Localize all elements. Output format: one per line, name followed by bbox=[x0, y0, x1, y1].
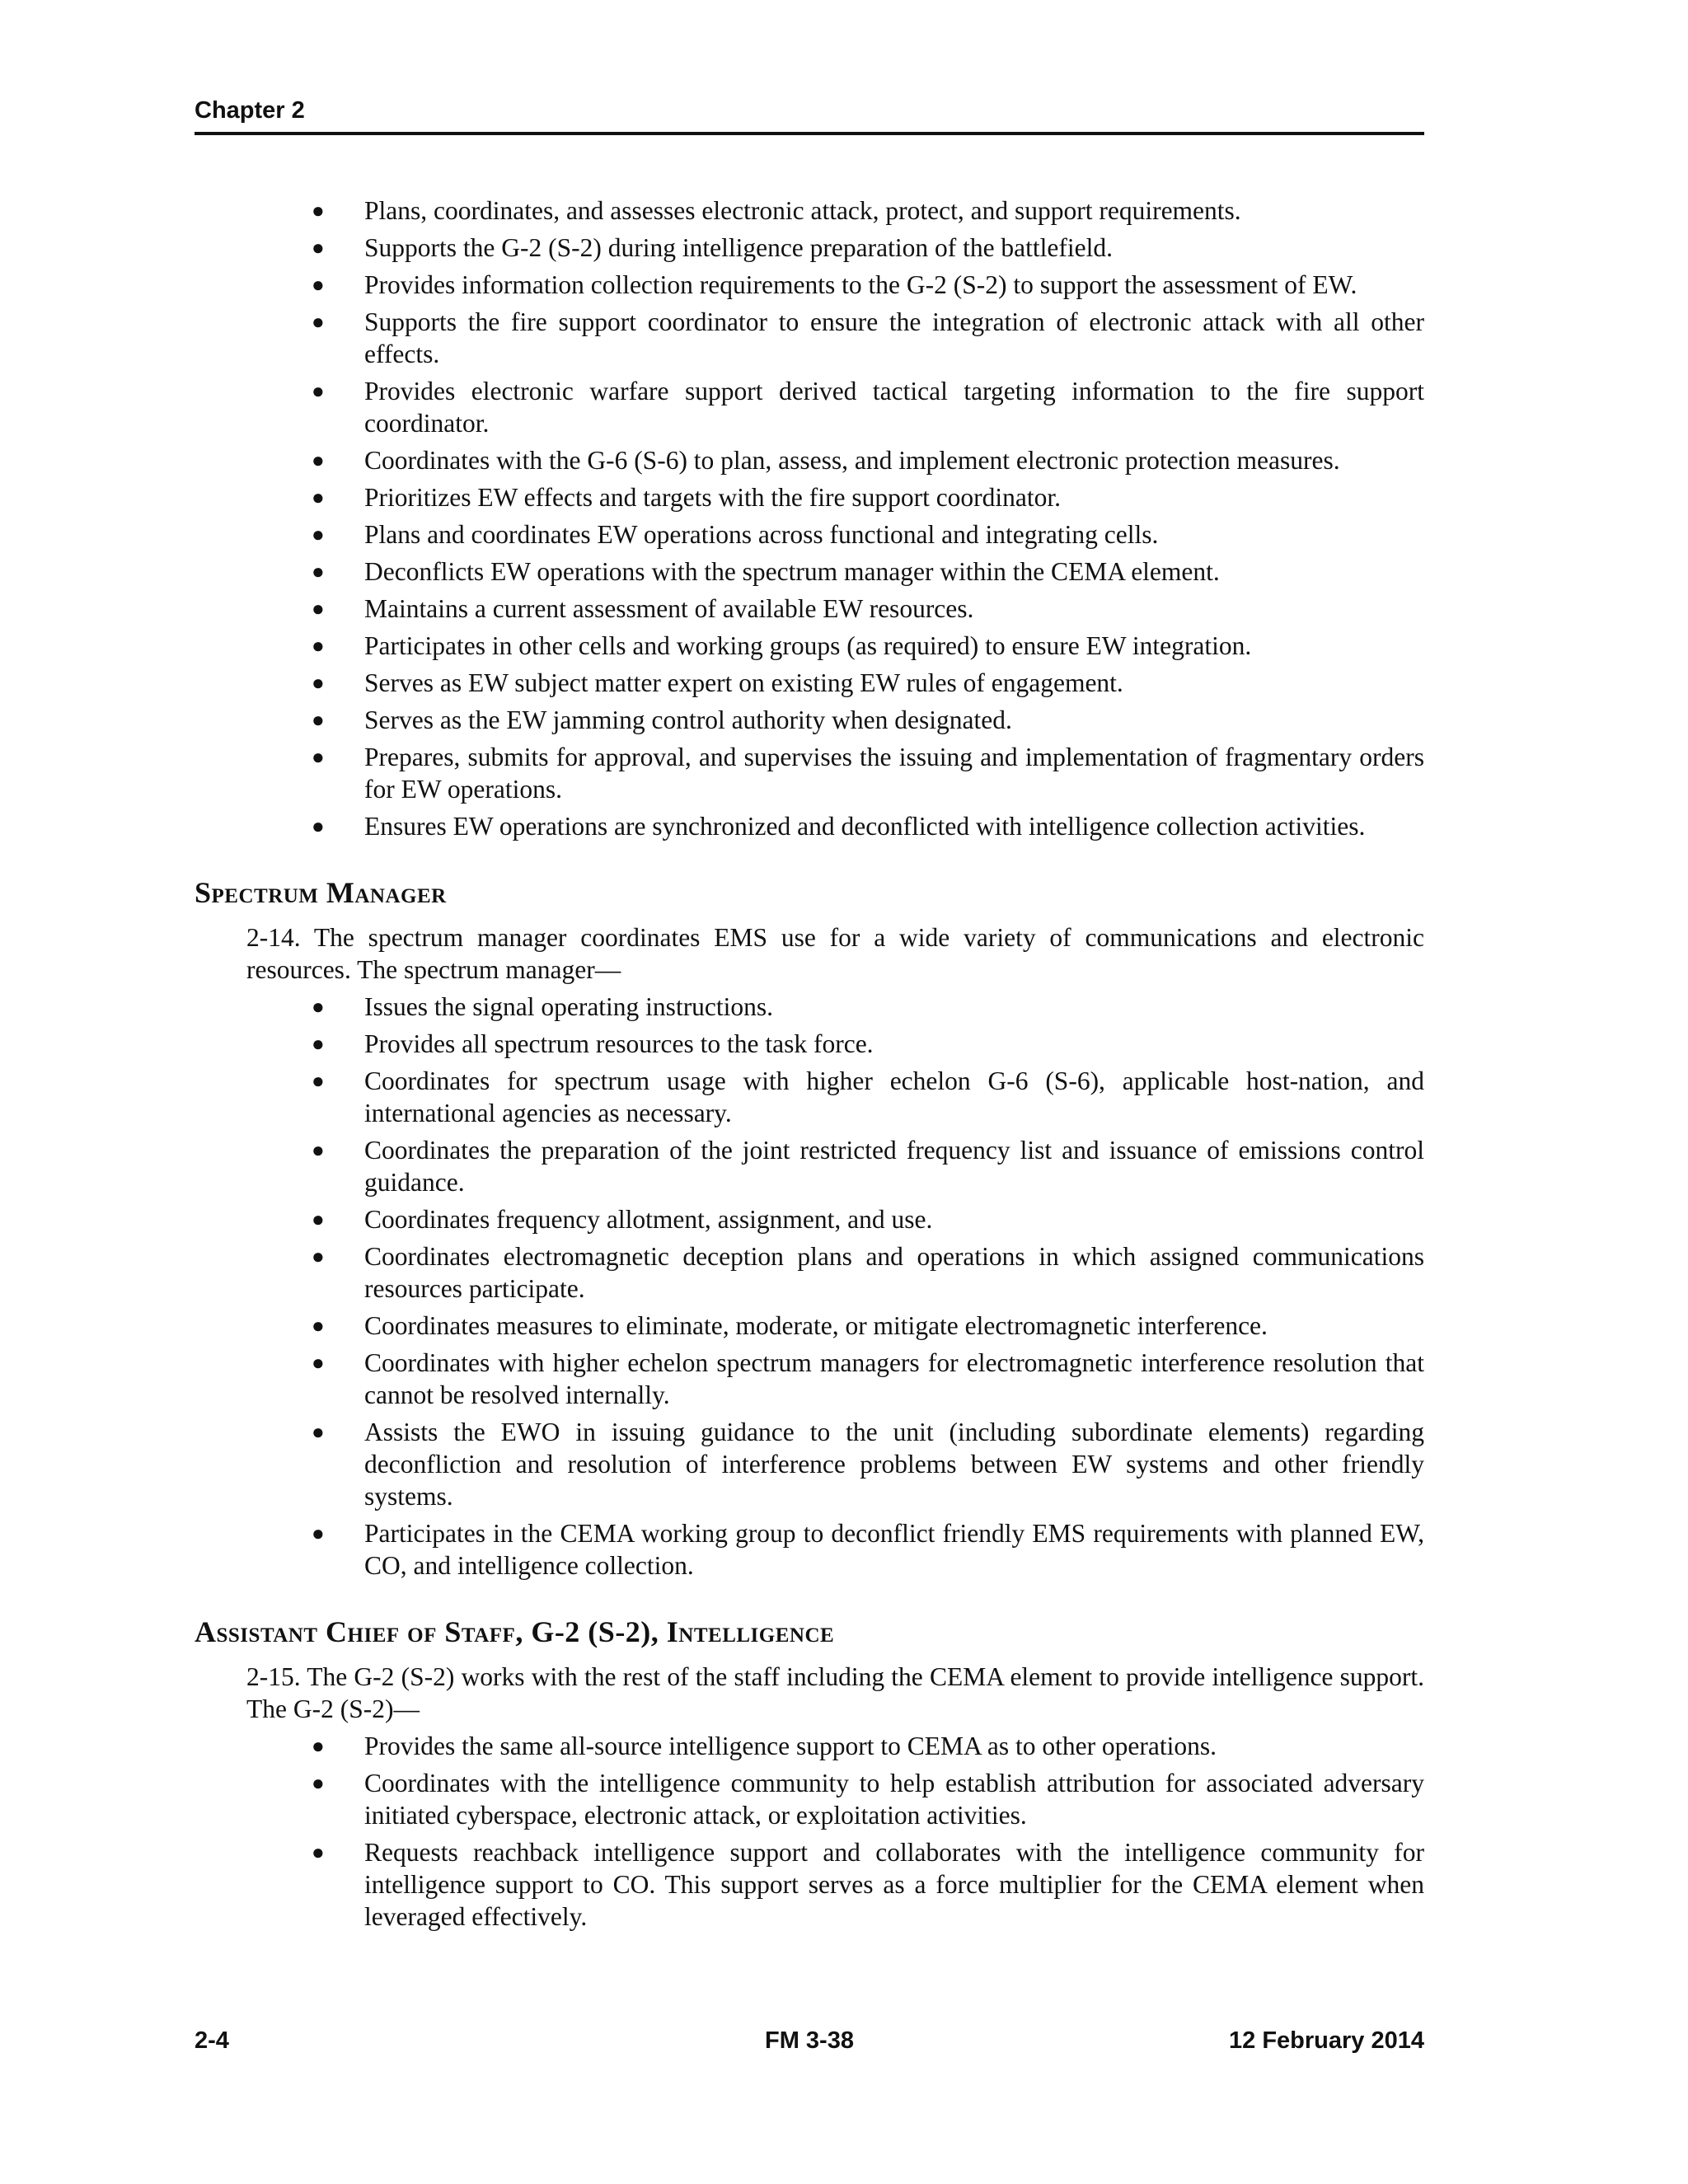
bullet-icon: ● bbox=[312, 523, 325, 546]
bullet-icon: ● bbox=[312, 199, 325, 223]
bullet-icon: ● bbox=[312, 273, 325, 297]
bullet-icon: ● bbox=[312, 708, 325, 732]
bullet-icon: ● bbox=[312, 560, 325, 583]
spectrum-manager-paragraph: 2-14. The spectrum manager coordinates EMS use for a wide variety of communications and electronic resources. The spectrum manager— bbox=[246, 923, 1424, 984]
intelligence-list bbox=[195, 1730, 1424, 1933]
list-item: ● Coordinates electromagnetic deception plans and operations in which assigned communications resources participate. bbox=[312, 1242, 1424, 1303]
list-item: ● Coordinates with the intelligence community to help establish attribution for associated adversary initiated cyberspace, electronic attack, or exploitation activities. bbox=[312, 1769, 1424, 1830]
list-item: ● Supports the fire support coordinator to ensure the integration of electronic attack with all other effects. bbox=[312, 307, 1424, 368]
list-item: ● Serves as the EW jamming control authority when designated. bbox=[312, 705, 1012, 734]
list-item: ● Requests reachback intelligence support and collaborates with the intelligence community for intelligence support to CO. This support serves as a force multiplier for the CEMA element when leveraged effectively. bbox=[312, 1838, 1424, 1931]
list-item: ● Assists the EWO in issuing guidance to the unit (including subordinate elements) regarding deconfliction and resolution of interference problems between EW systems and other friendly systems. bbox=[312, 1418, 1424, 1511]
list-item: ● Plans, coordinates, and assesses electronic attack, protect, and support requirements. bbox=[312, 196, 1241, 225]
bullet-icon: ● bbox=[312, 379, 325, 403]
list-item: ● Ensures EW operations are synchronized and deconflicted with intelligence collection activities. bbox=[312, 812, 1366, 841]
page-body bbox=[195, 194, 1424, 1938]
bullet-icon: ● bbox=[312, 1244, 325, 1268]
list-item: ● Coordinates with the G-6 (S-6) to plan, assess, and implement electronic protection measures. bbox=[312, 446, 1340, 475]
list-item: ● Supports the G-2 (S-2) during intelligence preparation of the battlefield. bbox=[312, 233, 1113, 262]
bullet-icon: ● bbox=[312, 310, 325, 334]
bullet-icon: ● bbox=[312, 1840, 325, 1864]
bullet-icon: ● bbox=[312, 745, 325, 769]
list-item: ● Coordinates with higher echelon spectrum managers for electromagnetic interference resolution that cannot be resolved internally. bbox=[312, 1348, 1424, 1409]
list-item: ● Prepares, submits for approval, and supervises the issuing and implementation of fragmentary orders for EW operations. bbox=[312, 743, 1424, 804]
list-item: ● Prioritizes EW effects and targets with the fire support coordinator. bbox=[312, 483, 1062, 512]
publication-date: 12 February 2014 bbox=[1229, 2027, 1424, 2054]
bullet-icon: ● bbox=[312, 1138, 325, 1162]
bullet-icon: ● bbox=[312, 1420, 325, 1444]
list-item: ● Maintains a current assessment of available EW resources. bbox=[312, 594, 974, 623]
list-item: ● Coordinates the preparation of the joint restricted frequency list and issuance of emissions control guidance. bbox=[312, 1136, 1424, 1197]
list-item: ● Coordinates for spectrum usage with higher echelon G-6 (S-6), applicable host-nation, and international agencies as necessary. bbox=[312, 1066, 1424, 1127]
bullet-icon: ● bbox=[312, 1734, 325, 1758]
bullet-icon: ● bbox=[312, 1032, 325, 1056]
bullet-icon: ● bbox=[312, 1521, 325, 1545]
intelligence-heading: Assistant Chief of Staff, G-2 (S-2), Intelligence bbox=[195, 1615, 835, 1648]
bullet-icon: ● bbox=[312, 485, 325, 509]
bullet-icon: ● bbox=[312, 1069, 325, 1093]
bullet-icon: ● bbox=[312, 1771, 325, 1795]
list-item: ● Issues the signal operating instructions. bbox=[312, 992, 774, 1021]
list-item: ● Plans and coordinates EW operations across functional and integrating cells. bbox=[312, 520, 1159, 549]
list-item: ● Participates in the CEMA working group to deconflict friendly EMS requirements with planned EW, CO, and intelligence collection. bbox=[312, 1519, 1424, 1580]
list-item: ● Provides the same all-source intelligence support to CEMA as to other operations. bbox=[312, 1732, 1217, 1760]
page-footer bbox=[195, 2026, 1424, 2055]
bullet-icon: ● bbox=[312, 236, 325, 260]
list-item: ● Provides information collection requirements to the G-2 (S-2) to support the assessment of EW. bbox=[312, 270, 1357, 299]
bullet-icon: ● bbox=[312, 597, 325, 621]
intelligence-paragraph: 2-15. The G-2 (S-2) works with the rest of the staff including the CEMA element to provide intelligence support. The G-2 (S-2)— bbox=[246, 1662, 1424, 1723]
list-item: ● Serves as EW subject matter expert on existing EW rules of engagement. bbox=[312, 668, 1123, 697]
bullet-icon: ● bbox=[312, 1207, 325, 1231]
spectrum-manager-list bbox=[195, 991, 1424, 1582]
bullet-icon: ● bbox=[312, 671, 325, 695]
bullet-icon: ● bbox=[312, 995, 325, 1019]
page-header bbox=[195, 97, 1424, 135]
list-item: ● Coordinates frequency allotment, assignment, and use. bbox=[312, 1205, 933, 1234]
ew-responsibilities-list bbox=[195, 194, 1424, 842]
list-item: ● Participates in other cells and working groups (as required) to ensure EW integration. bbox=[312, 631, 1252, 660]
bullet-icon: ● bbox=[312, 814, 325, 838]
bullet-icon: ● bbox=[312, 634, 325, 658]
list-item: ● Provides all spectrum resources to the task force. bbox=[312, 1029, 874, 1058]
list-item: ● Deconflicts EW operations with the spectrum manager within the CEMA element. bbox=[312, 557, 1220, 586]
chapter-label: Chapter 2 bbox=[195, 97, 305, 124]
publication-id: FM 3-38 bbox=[765, 2027, 854, 2054]
list-item: ● Provides electronic warfare support derived tactical targeting information to the fire support coordinator. bbox=[312, 377, 1424, 438]
bullet-icon: ● bbox=[312, 1314, 325, 1338]
bullet-icon: ● bbox=[312, 448, 325, 472]
spectrum-manager-heading: Spectrum Manager bbox=[195, 876, 447, 909]
bullet-icon: ● bbox=[312, 1351, 325, 1375]
list-item: ● Coordinates measures to eliminate, moderate, or mitigate electromagnetic interference. bbox=[312, 1311, 1268, 1340]
page-number: 2-4 bbox=[195, 2027, 229, 2054]
